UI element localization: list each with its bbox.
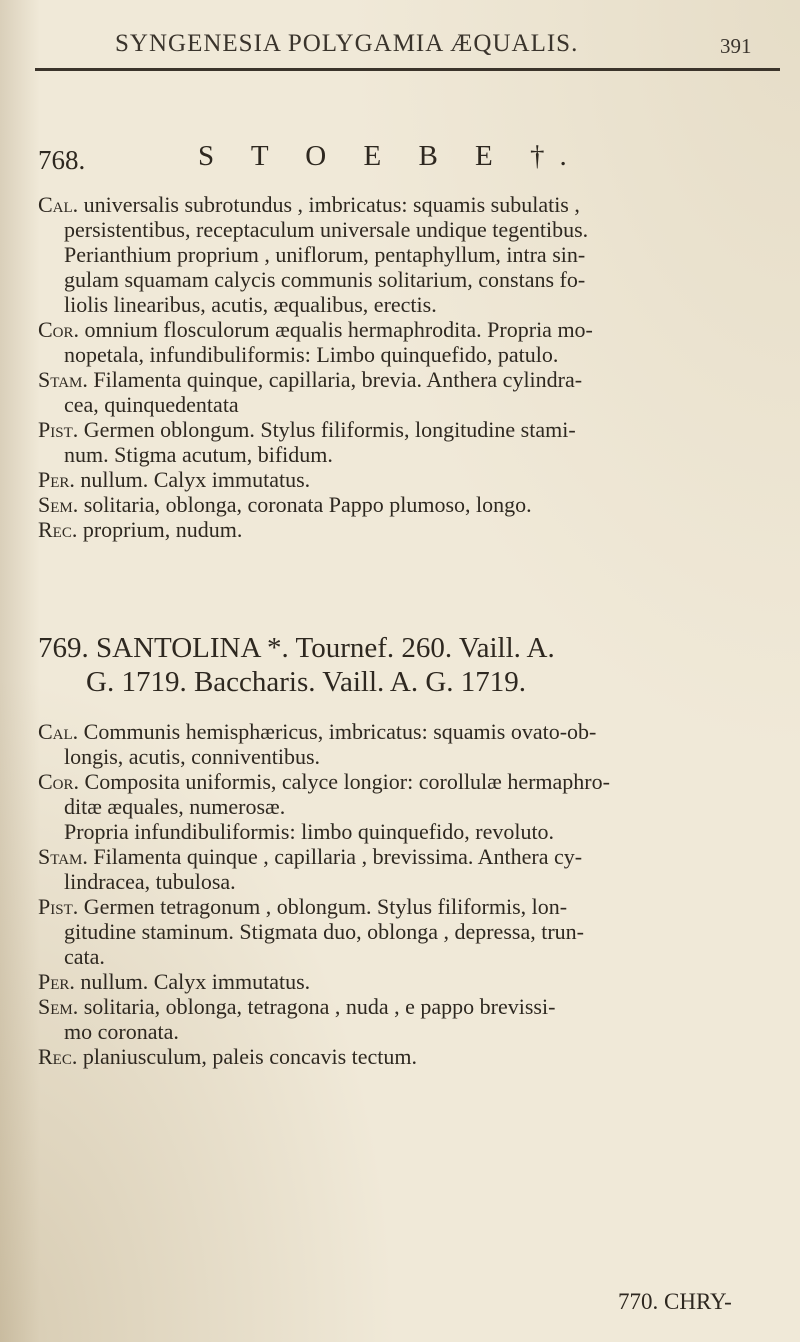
line-label: Rec. [38,1044,78,1069]
description-line [64,243,585,267]
line-text: Germen oblongum. Stylus filiformis, longitudine stami- [78,417,576,442]
description-line [64,745,320,769]
line-text: gitudine staminum. Stigmata duo, oblonga , depressa, trun- [64,919,584,944]
line-text: nullum. Calyx immutatus. [74,969,311,994]
line-label: Per. [38,969,75,994]
line-text: ditæ æquales, numerosæ. [64,794,286,819]
description-line [38,418,576,442]
description-line [38,368,582,392]
genus-name [198,140,582,173]
line-label: Sem. [38,994,79,1019]
entry-heading: 769. SANTOLINA *. Tournef. 260. Vaill. A. [38,632,555,664]
description-line [38,970,310,994]
description-line [38,1045,417,1069]
line-text: Germen tetragonum , oblongum. Stylus filiformis, lon- [78,894,568,919]
line-label: Sem. [38,492,79,517]
line-text: planiusculum, paleis concavis tectum. [77,1044,418,1069]
line-text: gulam squamam calycis communis solitarium, constans fo- [64,267,586,292]
line-text: cata. [64,944,105,969]
description-line [64,920,584,944]
line-text: solitaria, oblonga, coronata Pappo plumoso, longo. [78,492,532,517]
line-label: Stam. [38,844,88,869]
description-line [38,518,242,542]
description-line [38,193,580,217]
line-text: omnium flosculorum æqualis hermaphrodita. Propria mo- [79,317,593,342]
description-line [38,720,596,744]
line-text: universalis subrotundus , imbricatus: squamis subulatis , [78,192,580,217]
description-line [64,945,105,969]
description-line [38,770,610,794]
line-text: liolis linearibus, acutis, æqualibus, erectis. [64,292,437,317]
line-text: solitaria, oblonga, tetragona , nuda , e pappo brevissi- [78,994,556,1019]
description-line [64,443,333,467]
running-title: SYNGENESIA POLYGAMIA ÆQUALIS. [115,30,579,57]
header-rule [35,68,780,71]
line-label: Cal. [38,192,79,217]
line-label: Pist. [38,417,79,442]
line-text: Propria infundibuliformis: limbo quinquefido, revoluto. [64,819,555,844]
description-line [38,318,593,342]
line-label: Rec. [38,517,78,542]
line-text: persistentibus, receptaculum universale undique tegentibus. [64,217,589,242]
page-number: 391 [720,34,752,58]
line-text: lindracea, tubulosa. [64,869,236,894]
description-line [64,343,558,367]
line-text: Communis hemisphæricus, imbricatus: squamis ovato-ob- [78,719,597,744]
running-head [0,30,800,60]
entry-heading-continued: G. 1719. Baccharis. Vaill. A. G. 1719. [86,666,527,698]
line-label: Cor. [38,769,80,794]
catchword: 770. CHRY- [618,1289,732,1314]
line-text: cea, quinquedentata [64,392,239,417]
line-text: Perianthium proprium , uniflorum, pentaphyllum, intra sin- [64,242,586,267]
line-label: Cal. [38,719,79,744]
description-line [38,468,310,492]
genus-name-text: S T O E B E [198,140,508,172]
description-line [64,218,588,242]
line-label: Per. [38,467,75,492]
dagger-mark: †. [530,140,582,172]
line-text: Composita uniformis, calyce longior: corollulæ hermaphro- [79,769,610,794]
line-label: Cor. [38,317,80,342]
line-text: mo coronata. [64,1019,179,1044]
line-text: proprium, nudum. [77,517,243,542]
line-text: longis, acutis, conniventibus. [64,744,321,769]
description-line [64,268,585,292]
description-line [38,895,567,919]
line-text: nopetala, infundibuliformis: Limbo quinquefido, patulo. [64,342,559,367]
entry-number: 768. [38,145,86,175]
description-line [38,845,582,869]
line-text: nullum. Calyx immutatus. [74,467,311,492]
description-line [38,995,555,1019]
line-text: num. Stigma acutum, bifidum. [64,442,333,467]
description-line [64,870,236,894]
description-line [64,293,437,317]
line-text: Filamenta quinque, capillaria, brevia. Anthera cylindra- [87,367,583,392]
line-text: Filamenta quinque , capillaria , brevissima. Anthera cy- [87,844,583,869]
line-label: Pist. [38,894,79,919]
description-line [38,493,532,517]
line-label: Stam. [38,367,88,392]
description-line [64,1020,179,1044]
description-line [64,795,285,819]
description-line [64,820,554,844]
description-line [64,393,239,417]
